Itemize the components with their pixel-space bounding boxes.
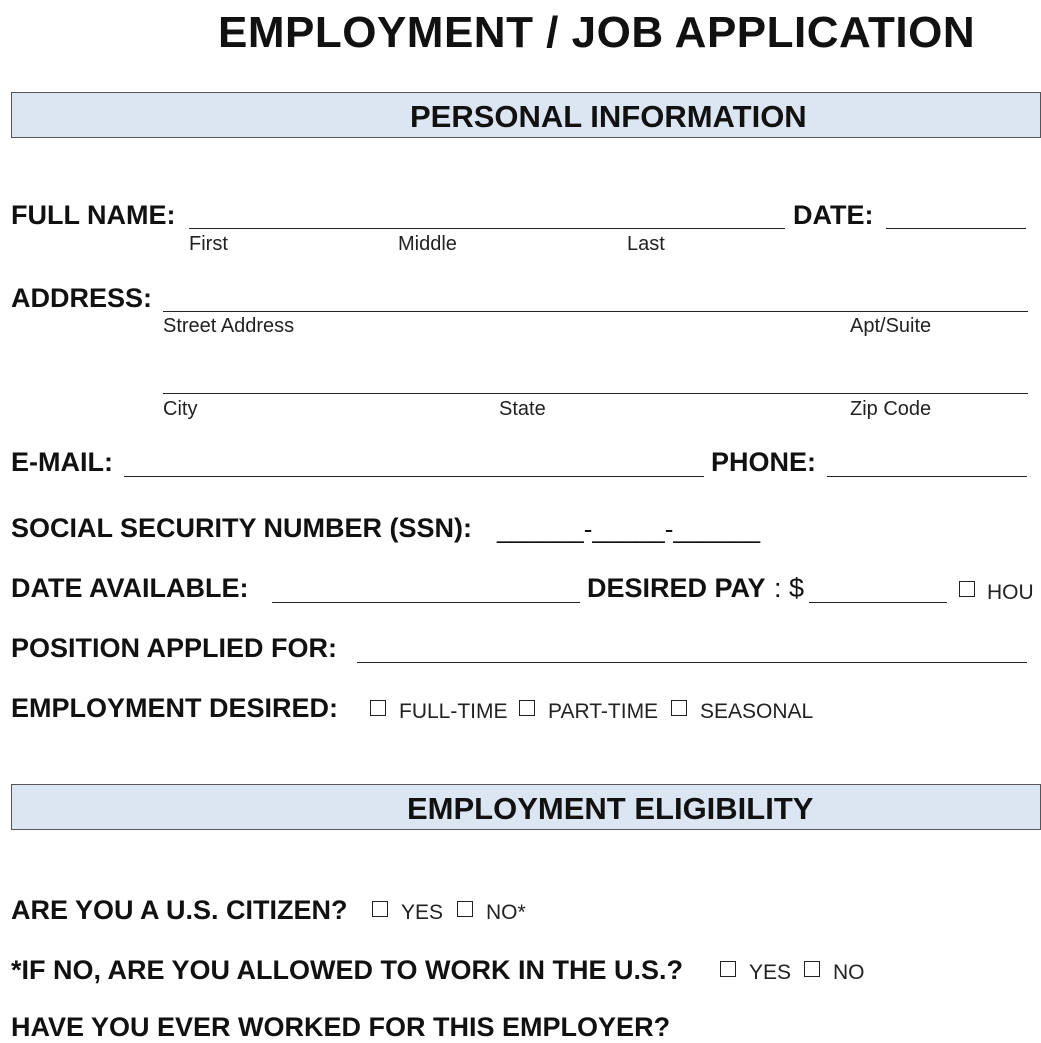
part-time-checkbox[interactable]	[519, 700, 535, 716]
citizen-yes-label: YES	[401, 901, 444, 924]
full-time-option-label: FULL-TIME	[399, 700, 508, 723]
section-title: EMPLOYMENT ELIGIBILITY	[407, 791, 814, 826]
ssn-label: SOCIAL SECURITY NUMBER (SSN):	[11, 513, 473, 543]
worked-before-question: HAVE YOU EVER WORKED FOR THIS EMPLOYER?	[11, 1012, 671, 1042]
part-time-option-label: PART-TIME	[548, 700, 659, 723]
desired-pay-field[interactable]	[809, 602, 947, 603]
full-name-field[interactable]	[189, 228, 785, 229]
allowed-no-label: NO	[833, 961, 865, 984]
page-title: EMPLOYMENT / JOB APPLICATION	[218, 8, 976, 57]
work-authorization-question: *IF NO, ARE YOU ALLOWED TO WORK IN THE U.S.?	[11, 955, 684, 985]
hourly-checkbox[interactable]	[959, 581, 975, 597]
date-available-label: DATE AVAILABLE:	[11, 573, 249, 603]
ssn-field[interactable]: ______-_____-______	[497, 514, 761, 544]
middle-name-caption: Middle	[398, 233, 457, 255]
section-header-personal	[11, 92, 1041, 138]
last-name-caption: Last	[627, 233, 665, 255]
citizen-no-checkbox[interactable]	[457, 901, 473, 917]
full-name-label: FULL NAME:	[11, 200, 176, 230]
section-title: PERSONAL INFORMATION	[410, 99, 807, 134]
state-caption: State	[499, 398, 546, 420]
position-field[interactable]	[357, 662, 1027, 663]
allowed-yes-checkbox[interactable]	[720, 961, 736, 977]
section-header-eligibility	[11, 784, 1041, 830]
street-address-field[interactable]	[163, 311, 1028, 312]
allowed-yes-label: YES	[749, 961, 792, 984]
city-caption: City	[163, 398, 198, 420]
date-label: DATE:	[793, 200, 874, 230]
citizen-question: ARE YOU A U.S. CITIZEN?	[11, 895, 348, 925]
full-time-checkbox[interactable]	[370, 700, 386, 716]
citizen-yes-checkbox[interactable]	[372, 901, 388, 917]
desired-pay-currency: : $	[774, 573, 805, 603]
phone-field[interactable]	[827, 476, 1027, 477]
seasonal-checkbox[interactable]	[671, 700, 687, 716]
citizen-no-label: NO*	[486, 901, 526, 924]
hourly-option-label: HOU	[987, 581, 1034, 604]
email-field[interactable]	[124, 476, 704, 477]
date-available-field[interactable]	[272, 602, 580, 603]
apt-suite-caption: Apt/Suite	[850, 315, 932, 337]
position-label: POSITION APPLIED FOR:	[11, 633, 338, 663]
allowed-no-checkbox[interactable]	[804, 961, 820, 977]
phone-label: PHONE:	[711, 447, 817, 477]
first-name-caption: First	[189, 233, 228, 255]
seasonal-option-label: SEASONAL	[700, 700, 814, 723]
date-field[interactable]	[886, 228, 1026, 229]
zip-caption: Zip Code	[850, 398, 932, 420]
city-state-zip-field[interactable]	[163, 393, 1028, 394]
employment-desired-label: EMPLOYMENT DESIRED:	[11, 693, 339, 723]
desired-pay-label: DESIRED PAY	[587, 573, 766, 603]
street-address-caption: Street Address	[163, 315, 295, 337]
address-label: ADDRESS:	[11, 283, 153, 313]
email-label: E-MAIL:	[11, 447, 113, 477]
